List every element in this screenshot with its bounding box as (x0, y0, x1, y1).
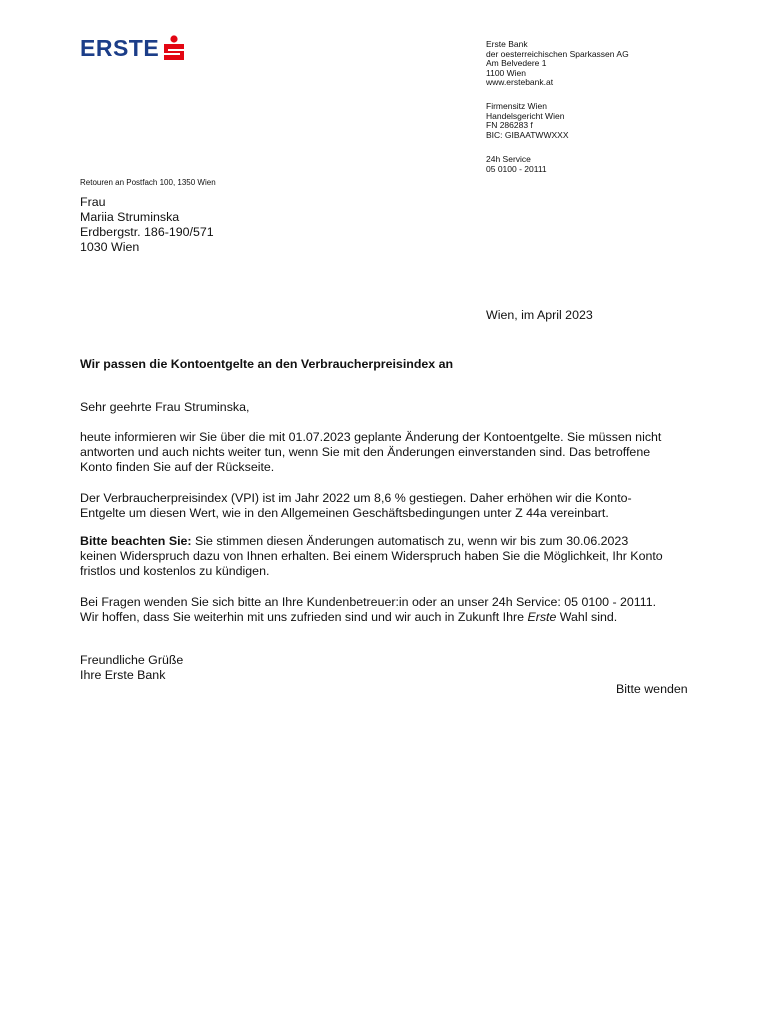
paragraph-consent-notice (80, 534, 700, 579)
line-after: Wahl sind. (556, 610, 618, 624)
paragraph-line: fristlos und kostenlos zu kündigen. (80, 564, 270, 578)
paragraph-line: Der Verbraucherpreisindex (VPI) ist im Jahr 2022 um 8,6 % gestiegen. Daher erhöhen wir die Konto- (80, 491, 632, 505)
sender-line: FN 286283 f (486, 120, 533, 131)
paragraph-line: Bei Fragen wenden Sie sich bitte an Ihre Kundenbetreuer:in oder an unser 24h Service: 05 0100 - 20111. (80, 595, 657, 609)
sender-line: 05 0100 - 20111 (486, 163, 547, 174)
sender-line: www.erstebank.at (486, 77, 554, 88)
bold-lead: Bitte beachten Sie: (80, 534, 192, 548)
logo-text: ERSTE (80, 35, 160, 61)
paragraph-vpi (80, 491, 700, 521)
letter-greeting: Sehr geehrte Frau Struminska, (80, 400, 250, 414)
sender-line: Erste Bank (486, 39, 528, 49)
sender-line: Handelsgericht Wien (486, 110, 565, 121)
recipient-salutation: Frau (80, 195, 106, 209)
sender-block-bank (486, 40, 629, 88)
sender-line: der oesterreichischen Sparkassen AG (486, 48, 629, 59)
recipient-name: Mariia Struminska (80, 210, 180, 224)
paragraph-line: Konto finden Sie auf der Rückseite. (80, 460, 275, 474)
closing-line: Ihre Erste Bank (80, 668, 166, 682)
recipient-street: Erdbergstr. 186-190/571 (80, 225, 214, 239)
recipient-city: 1030 Wien (80, 240, 140, 254)
paragraph-line (80, 610, 700, 625)
paragraph-line: antworten und auch nichts weiter tun, wenn Sie mit den Änderungen einverstanden sind. Das betroffene (80, 445, 651, 459)
letter-subject: Wir passen die Kontoentgelte an den Verbraucherpreisindex an (80, 357, 454, 371)
return-address: Retouren an Postfach 100, 1350 Wien (80, 178, 216, 187)
letter-date: Wien, im April 2023 (486, 308, 593, 322)
italic-brand: Erste (527, 610, 557, 624)
sparkasse-s-icon (162, 35, 186, 61)
sender-line: BIC: GIBAATWWXXX (486, 129, 569, 140)
paragraph-contact (80, 595, 700, 625)
paragraph-line: Entgelte um diesen Wert, wie in den Allgemeinen Geschäftsbedingungen unter Z 44a vereinbart. (80, 506, 609, 520)
line-before: Wir hoffen, dass Sie weiterhin mit uns zufrieden sind und wir auch in Zukunft Ihre (80, 610, 528, 624)
turn-over-note: Bitte wenden (616, 682, 688, 696)
paragraph-line (80, 534, 700, 549)
sender-line: Am Belvedere 1 (486, 58, 547, 69)
sender-line: Firmensitz Wien (486, 101, 547, 111)
paragraph-line: keinen Widerspruch dazu von Ihnen erhalten. Bei einem Widerspruch haben Sie die Möglichkeit, Ihr Konto (80, 549, 663, 563)
paragraph-line: heute informieren wir Sie über die mit 01.07.2023 geplante Änderung der Kontoentgelte. Sie müssen nicht (80, 430, 662, 444)
sender-line: 24h Service (486, 154, 531, 164)
recipient-address (80, 195, 214, 255)
sender-line: 1100 Wien (486, 67, 527, 78)
sender-block-registry (486, 102, 569, 140)
closing-block (80, 653, 183, 683)
erste-logo (80, 34, 186, 62)
closing-line: Freundliche Grüße (80, 653, 184, 667)
paragraph-change-notice (80, 430, 700, 475)
sender-block-service (486, 155, 547, 174)
line-rest: Sie stimmen diesen Änderungen automatisch zu, wenn wir bis zum 30.06.2023 (191, 534, 629, 548)
